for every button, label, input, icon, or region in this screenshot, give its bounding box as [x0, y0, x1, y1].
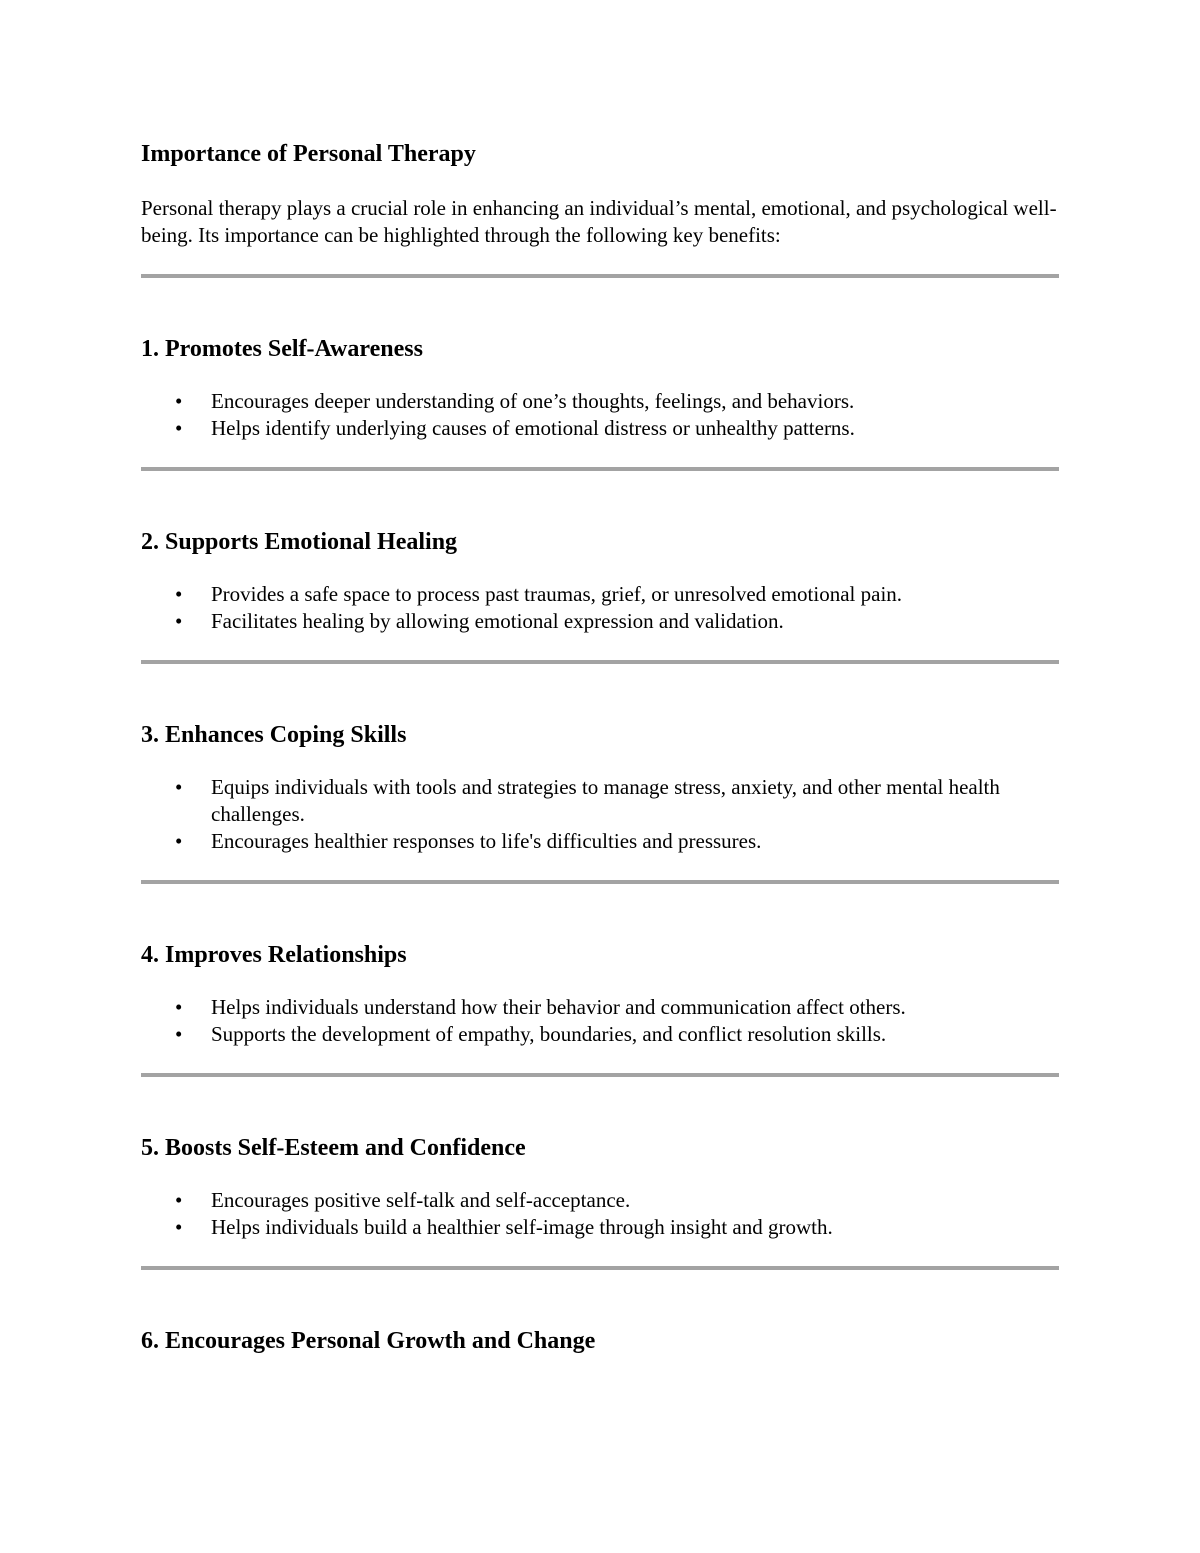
bullet-icon: • — [175, 609, 183, 633]
section-2 — [141, 528, 1059, 635]
section-heading: 3. Enhances Coping Skills — [141, 722, 407, 748]
horizontal-rule — [141, 1266, 1059, 1270]
section-heading: 2. Supports Emotional Healing — [141, 529, 458, 555]
bullet-list — [141, 774, 1059, 855]
bullet-icon: • — [175, 829, 183, 853]
bullet-list — [141, 994, 1059, 1048]
horizontal-rule — [141, 274, 1059, 278]
section-heading: 1. Promotes Self-Awareness — [141, 336, 423, 362]
section-5 — [141, 1134, 1059, 1241]
list-item-text: Equips individuals with tools and strategies to manage stress, anxiety, and other mental health challenges. — [211, 775, 1000, 826]
list-item-text: Facilitates healing by allowing emotional expression and validation. — [211, 609, 784, 633]
list-item-text: Encourages positive self-talk and self-acceptance. — [211, 1188, 631, 1212]
bullet-icon: • — [175, 995, 183, 1019]
list-item-text: Helps individuals understand how their behavior and communication affect others. — [211, 995, 906, 1019]
sections-container — [141, 335, 1059, 1355]
list-item — [141, 828, 1059, 855]
section-heading: 5. Boosts Self-Esteem and Confidence — [141, 1135, 526, 1161]
bullet-icon: • — [175, 582, 183, 606]
document-body — [141, 140, 1059, 1355]
document-title: Importance of Personal Therapy — [141, 141, 476, 167]
intro-paragraph: Personal therapy plays a crucial role in enhancing an individual’s mental, emotional, and psychological well-being. Its importance can be highlighted through the following key benefits: — [141, 196, 1057, 247]
section-3 — [141, 721, 1059, 855]
bullet-list — [141, 1187, 1059, 1241]
horizontal-rule — [141, 1073, 1059, 1077]
list-item — [141, 1214, 1059, 1241]
list-item — [141, 581, 1059, 608]
section-4 — [141, 941, 1059, 1048]
horizontal-rule — [141, 660, 1059, 664]
section-heading: 6. Encourages Personal Growth and Change — [141, 1328, 596, 1354]
list-item — [141, 415, 1059, 442]
bullet-icon: • — [175, 389, 183, 413]
bullet-icon: • — [175, 1188, 183, 1212]
horizontal-rule — [141, 880, 1059, 884]
list-item-text: Supports the development of empathy, boundaries, and conflict resolution skills. — [211, 1022, 887, 1046]
list-item — [141, 388, 1059, 415]
bullet-icon: • — [175, 775, 183, 799]
list-item-text: Encourages deeper understanding of one’s thoughts, feelings, and behaviors. — [211, 389, 855, 413]
list-item-text: Helps individuals build a healthier self-image through insight and growth. — [211, 1215, 833, 1239]
bullet-list — [141, 581, 1059, 635]
list-item-text: Encourages healthier responses to life's difficulties and pressures. — [211, 829, 762, 853]
list-item-text: Helps identify underlying causes of emotional distress or unhealthy patterns. — [211, 416, 855, 440]
list-item — [141, 774, 1059, 828]
list-item-text: Provides a safe space to process past traumas, grief, or unresolved emotional pain. — [211, 582, 903, 606]
section-heading: 4. Improves Relationships — [141, 942, 407, 968]
bullet-icon: • — [175, 1022, 183, 1046]
bullet-list — [141, 388, 1059, 442]
horizontal-rule — [141, 467, 1059, 471]
list-item — [141, 1021, 1059, 1048]
section-6 — [141, 1327, 1059, 1355]
list-item — [141, 608, 1059, 635]
bullet-icon: • — [175, 416, 183, 440]
bullet-icon: • — [175, 1215, 183, 1239]
list-item — [141, 994, 1059, 1021]
section-1 — [141, 335, 1059, 442]
list-item — [141, 1187, 1059, 1214]
